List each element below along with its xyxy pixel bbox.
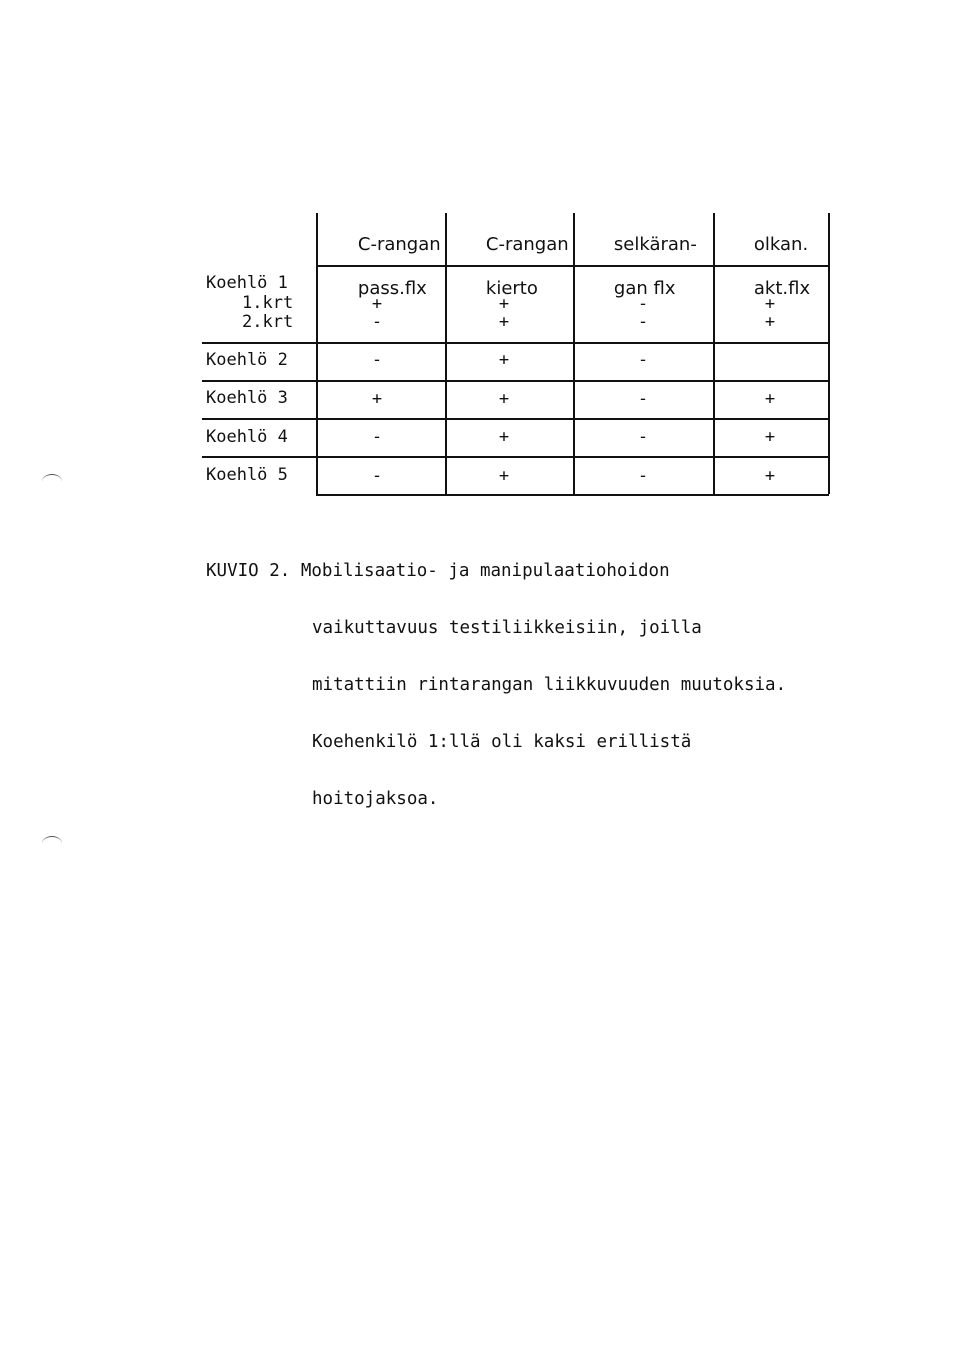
cell-value: - bbox=[637, 350, 649, 370]
row-label-koehlo-5: Koehlö 5 bbox=[206, 465, 288, 485]
cell-value: + bbox=[498, 427, 510, 447]
cell-value: - bbox=[371, 350, 383, 370]
table-rule bbox=[202, 342, 829, 344]
cell-value: - bbox=[371, 427, 383, 447]
cell-value: + bbox=[498, 294, 510, 314]
row-label-koehlo-3: Koehlö 3 bbox=[206, 388, 288, 408]
header-line: olkan. bbox=[753, 234, 809, 255]
cell-value: + bbox=[764, 294, 776, 314]
scan-mark bbox=[42, 836, 62, 851]
cell-value: - bbox=[637, 312, 649, 332]
header-line: pass.flx bbox=[357, 278, 427, 299]
cell-value: + bbox=[498, 312, 510, 332]
row-sublabel-1krt: 1.krt bbox=[242, 293, 294, 313]
header-line: kierto bbox=[485, 278, 538, 299]
row-label-koehlo-4: Koehlö 4 bbox=[206, 427, 288, 447]
cell-value: + bbox=[498, 466, 510, 486]
table-rule bbox=[713, 213, 715, 494]
column-header-c-rangan-kierto bbox=[463, 212, 569, 322]
table-rule bbox=[445, 213, 447, 494]
cell-value: + bbox=[764, 466, 776, 486]
cell-value: + bbox=[371, 294, 383, 314]
table-rule bbox=[202, 418, 829, 420]
caption-line: mitattiin rintarangan liikkuvuuden muutoksia. bbox=[312, 675, 787, 695]
cell-value: + bbox=[498, 389, 510, 409]
cell-value: - bbox=[371, 312, 383, 332]
cell-value: - bbox=[371, 466, 383, 486]
cell-value: - bbox=[637, 389, 649, 409]
cell-value: - bbox=[637, 466, 649, 486]
caption-line: vaikuttavuus testiliikkeisiin, joilla bbox=[312, 618, 702, 638]
caption-line: hoitojaksoa. bbox=[312, 789, 439, 809]
figure-caption bbox=[206, 524, 786, 847]
table-rule bbox=[828, 213, 830, 494]
table-rule bbox=[316, 213, 318, 494]
cell-value: + bbox=[371, 389, 383, 409]
cell-value: + bbox=[764, 312, 776, 332]
cell-value: + bbox=[764, 389, 776, 409]
cell-value: - bbox=[637, 427, 649, 447]
header-line: selkäran- bbox=[613, 234, 697, 255]
scan-mark bbox=[42, 474, 62, 489]
caption-first-line bbox=[206, 562, 786, 581]
table-rule bbox=[202, 380, 829, 382]
header-line: akt.flx bbox=[753, 278, 811, 299]
row-sublabel-2krt: 2.krt bbox=[242, 312, 294, 332]
cell-value: + bbox=[498, 350, 510, 370]
caption-line: Koehenkilö 1:llä oli kaksi erillistä bbox=[312, 732, 692, 752]
row-label-koehlo-1: Koehlö 1 bbox=[206, 273, 288, 293]
table-rule bbox=[316, 494, 829, 496]
table-rule bbox=[202, 456, 829, 458]
caption-line: Mobilisaatio- ja manipulaatiohoidon bbox=[300, 561, 670, 581]
caption-label: KUVIO 2. bbox=[206, 561, 291, 581]
header-line: gan flx bbox=[613, 278, 676, 299]
row-label-koehlo-2: Koehlö 2 bbox=[206, 350, 288, 370]
table-rule bbox=[573, 213, 575, 494]
cell-value: + bbox=[764, 427, 776, 447]
column-header-c-rangan-pass bbox=[335, 212, 441, 322]
header-line: C-rangan bbox=[485, 234, 569, 255]
cell-value: - bbox=[637, 294, 649, 314]
header-line: C-rangan bbox=[357, 234, 441, 255]
